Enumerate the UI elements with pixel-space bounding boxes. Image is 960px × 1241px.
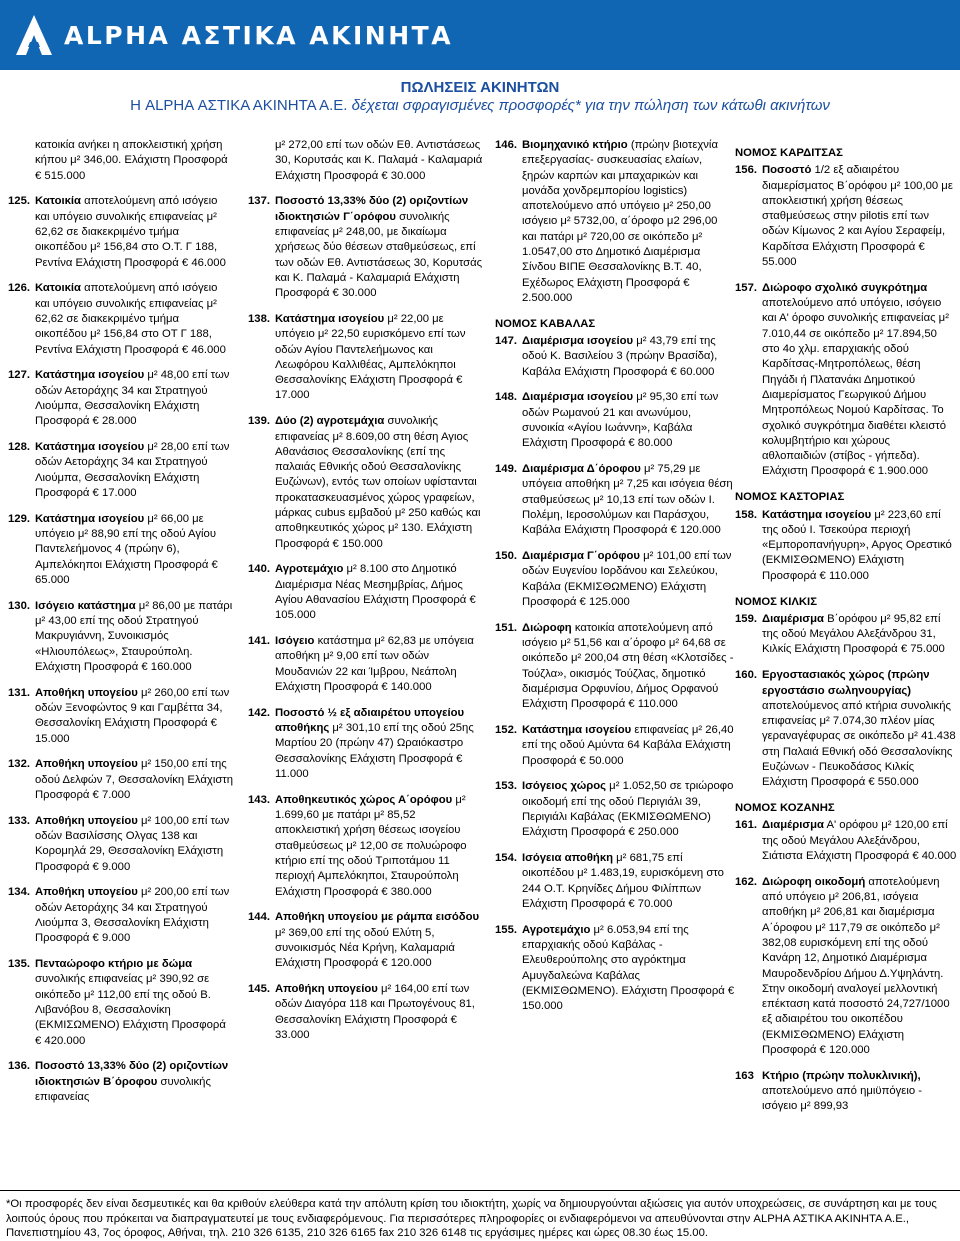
listing-number: 130. (8, 599, 30, 612)
listing-type: Διαμέρισμα Γ΄ορόφου (522, 550, 640, 563)
listing-item (248, 634, 483, 695)
listing-description (35, 814, 234, 875)
listing-details: μ² 1.699,60 με πατάρι μ² 85,52 αποκλειστική χρήση θέσεως ισογείου σταθμεύσεως μ² 12,00 σε πολυώροφο κτήριο επί της οδού Τριποτάμου 11 περιοχή Αμπελόκηποι, Σταυρούπολη Ελάχιστη Προσφορά € 380.000 (275, 793, 467, 898)
listing-details: μ² 66,00 με υπόγειο μ² 88,90 επί της οδού Αγίου Παντελεήμονος 4 (πρώην 6), Αμπελόκηποι Ελάχιστη Προσφορά € 65.000 (35, 512, 218, 586)
listing-description (275, 793, 483, 900)
listing-details: συνολικής επιφανείας (35, 1075, 211, 1104)
listing-number: 131. (8, 686, 30, 699)
listing-description (35, 194, 234, 270)
listing-description (762, 281, 957, 480)
listing-description (35, 440, 234, 501)
listing-details: μ² 48,00 επί των οδών Αετοράχης 34 και Στρατηγού Λιούμπα, Θεσσαλονίκη Ελάχιστη Προσφορά € 28.000 (35, 369, 230, 428)
listing-description (275, 634, 483, 695)
listing-number: 125. (8, 195, 30, 208)
listing-details: (πρώην βιοτεχνία επεξεργασίας- συσκευασίας ελαίων, ξηρών καρπών και μπαχαρικών και μονάδα χονδρεμπορίου logistics) αποτελούμενο από υπόγειο μ² 250,00 ισόγειο μ² 5732,00, α΄όροφο μ2 296,00 και πατάρι μ² 720,00 σε οικόπεδο μ² 1.0547,00 στο Δημοτικό Διαμέρισμα Σίνδου ΒΙΠΕ Θεσσαλονίκης Β.Τ. 40, Εχέδωρος Ελάχιστη Προσφορά € 2.500.000 (522, 139, 718, 304)
listing-item (8, 686, 234, 747)
listing-item (248, 793, 483, 900)
listing-details: κατοικία αποτελούμενη από ισόγειο μ² 51,56 και α΄όροφο μ² 64,68 σε οικόπεδο μ² 200,04 στη θέση «Κλοτσίδες - Τούζλα», οικισμός Τούζλας, δημοτικό διαμέρισμα Ορφυνίου, Δήμος Ορφανού Ελάχιστη Προσφορά € 110.000 (522, 621, 734, 711)
listing-details: επιφανείας μ² 26,40 επί της οδού Αμύντα 64 Καβάλα Ελάχιστη Προσφορά € 50.000 (522, 724, 734, 767)
title-sub (0, 97, 960, 115)
listing-item (8, 757, 234, 803)
listing-column-3 (495, 138, 735, 1025)
listing-item (495, 621, 735, 713)
listing-description (522, 621, 735, 713)
listing-details: κατάστημα μ² 62,83 με υπόγεια αποθήκη μ² 9,00 επί των οδών Μουδανιών 22 και Ίμβρου, Νεάπολη Ελάχιστη Προσφορά € 140.000 (275, 635, 474, 693)
listing-item (8, 281, 234, 357)
listing-item (248, 562, 483, 623)
listing-type: Αποθήκη υπογείου (35, 686, 138, 699)
listing-type: Διαμέρισμα ισογείου (522, 391, 634, 404)
listing-type: Αποθήκη υπογείου (35, 886, 138, 899)
listing-details: μ² 101,00 επί των οδών Ευγενίου Ιορδάνου και Σελεύκου, Καβάλα (ΕΚΜΙΣΘΩΜΕΝΟ) Ελάχιστη Προσφορά € 125.000 (522, 550, 732, 609)
listing-item (495, 138, 735, 306)
listing-details: αποτελούμενο από υπόγειο, ισόγειο και Α' όροφο συνολικής επιφανείας μ² 7.010,44 σε οικόπεδο μ² 17.894,50 στο 4ο χλμ. επαρχιακής οδού Καρδίτσας-Μητροπόλεως, θέση Πηγάδι ή Πλατανάκι Δημοτικού Διαμερίσματος Γεωργικού Δήμου Μητροπόλεως Νομού Καρδίτσας. Το σχολικό συγκρότημα διαθέτει κλειστό κολυμβητήριο και χώρους αθλοπαιδιών (στίβος - γήπεδα). Ελάχιστη Προσφορά € 1.900.000 (762, 297, 949, 478)
listing-description (522, 779, 735, 840)
listing-type: Αποθήκη υπογείου (275, 983, 378, 996)
listing-item (735, 612, 957, 658)
listing-number: 127. (8, 369, 30, 382)
alpha-logo-icon (14, 13, 54, 57)
listing-type: Κατάστημα ισογείου (35, 369, 145, 382)
listing-number: 149. (495, 463, 517, 476)
listing-description (275, 982, 483, 1043)
listing-type: Αποθήκη υπογείου (35, 758, 138, 771)
listing-type: Διαμέρισμα (762, 612, 824, 625)
listing-details: κατοικία ανήκει η αποκλειστική χρήση κήπου μ² 346,00. Ελάχιστη Προσφορά € 515.000 (35, 139, 228, 182)
listing-type: Ποσοστό 13,33% δύο (2) οριζοντίων ιδιοκτησιών Γ΄ορόφου (275, 195, 469, 223)
listing-item (495, 549, 735, 610)
title-sub-rest: δέχεται σφραγισμένες προσφορές* για την πώληση των κάτωθι ακινήτων (347, 97, 830, 114)
listing-details: μ² 272,00 επί των οδών Εθ. Αντιστάσεως 30, Κορυτσάς και Κ. Παλαμά - Καλαμαριά Ελάχιστη Προσφορά € 30.000 (275, 139, 483, 182)
listing-item (495, 779, 735, 840)
listing-number: 139. (248, 415, 270, 428)
listing-item (735, 818, 957, 864)
listing-description (275, 706, 483, 782)
listing-type: Αγροτεμάχιο (275, 563, 344, 576)
listing-description (275, 414, 483, 552)
listing-item (248, 910, 483, 971)
listing-item (8, 138, 234, 184)
listing-type: Εργοστασιακός χώρος (πρώην εργοστάσιο σωληνουργίας) (762, 669, 930, 697)
listing-type: Κατοικία (35, 195, 81, 208)
listing-type: Διώροφη οικοδομή (762, 875, 866, 888)
listing-description (762, 1069, 957, 1115)
listing-description (275, 138, 483, 184)
listing-number (248, 138, 275, 184)
listing-details: αποτελούμενος από κτήρια συνολικής επιφανείας μ² 7.074,30 πλέον μίας γεραναγέφυρας σε οικόπεδο μ² 41.438 στη Παλαιά Εθνική οδό Θεσσαλονίκης Ευζώνων - Πευκοδάσος Κιλκίς Ελάχιστη Προσφορά € 550.000 (762, 699, 956, 789)
listing-type: Πενταώροφο κτήριο με δώμα (35, 958, 193, 971)
listing-type: Κατάστημα ισογείου (35, 441, 145, 454)
listing-item (248, 982, 483, 1043)
listing-number: 147. (495, 335, 517, 348)
listing-description (762, 875, 957, 1059)
listing-number: 154. (495, 852, 517, 865)
listing-number: 145. (248, 983, 270, 996)
brand-logo-text: ΑLPHA ΑΣΤΙΚΑ ΑΚΙΝΗΤΑ (64, 20, 454, 50)
listing-type: Διώροφη (522, 621, 572, 634)
listing-item (8, 599, 234, 675)
listing-item (8, 368, 234, 429)
listing-details: μ² 681,75 επί οικοπέδου μ² 1.483,19, ευρισκόμενη στο 244 Ο.Τ. Κρηνίδες Δήμου Φιλίππων Ελάχιστη Προσφορά € 70.000 (522, 852, 724, 911)
listing-description (522, 549, 735, 610)
listing-details: μ² 22,00 με υπόγειο μ² 22,50 ευρισκόμενο επί των οδών Αγίου Παντελεήμωνος και Λεωφόρου Καλλιθέας, Αμπελόκηποι Θεσσαλονίκης Ελάχιστη Προσφορά € 17.000 (275, 312, 466, 402)
listing-description (275, 562, 483, 623)
listing-item (8, 1059, 234, 1105)
listing-details: μ² 8.100 στο Δημοτικό Διαμέρισμα Νέας Μεσημβρίας, Δήμος Αγίου Αθανασίου Ελάχιστη Προσφορά € 105.000 (275, 563, 476, 622)
listing-details: μ² 260,00 επί των οδών Ξενοφώντος 9 και Γαμβέττα 34, Θεσσαλονίκη Ελάχιστη Προσφορά € 15.000 (35, 686, 230, 745)
listing-item (248, 194, 483, 301)
listing-item (735, 668, 957, 790)
listing-number: 155. (495, 923, 517, 936)
listing-description (522, 390, 735, 451)
listing-details: μ² 95,30 επί των οδών Ρωμανού 21 και ανωνύμου, συνοικία «Αγίου Ιωάννη», Καβάλα Ελάχιστη Προσφορά € 80.000 (522, 391, 719, 450)
region-heading: ΝΟΜΟΣ ΚΟΖΑΝΗΣ (735, 802, 835, 815)
listing-description (522, 851, 735, 912)
listing-details: αποτελούμενο από ημιϋπόγειο - ισόγειο μ² 899,93 (762, 1085, 923, 1113)
listing-item (8, 512, 234, 588)
listing-details: συνολικής επιφανείας μ² 248,00, με δικαίωμα χρήσεως δύο θέσεων σταθμεύσεως, επί των οδών Εθ. Αντιστάσεως 30, Κορυτσάς και Κ. Παλαμά - Καλαμαριά Ελάχιστη Προσφορά € 30.000 (275, 210, 483, 300)
listing-description (35, 757, 234, 803)
listing-item (735, 281, 957, 480)
listing-description (762, 668, 957, 790)
listing-details: μ² 100,00 επί των οδών Βασιλίσσης Ολγας 138 και Κορομηλά 29, Θεσσαλονίκη Ελάχιστη Προσφορά € 9.000 (35, 814, 230, 873)
listing-column-2 (248, 138, 483, 1054)
listing-description (35, 885, 234, 946)
listing-number: 126. (8, 282, 30, 295)
listing-item (495, 334, 735, 380)
listing-number: 138. (248, 312, 270, 325)
listing-description (762, 818, 957, 864)
listing-number: 156. (735, 164, 757, 177)
listing-number: 137. (248, 195, 270, 208)
listing-number: 132. (8, 758, 30, 771)
listing-details: μ² 369,00 επί της οδού Ελύτη 5, συνοικισμός Νέα Κρήνη, Καλαμαριά Ελάχιστη Προσφορά € 120.000 (275, 926, 455, 970)
listing-description (35, 599, 234, 675)
listing-item (248, 312, 483, 404)
listing-item (495, 723, 735, 769)
listing-number: 159. (735, 612, 757, 625)
listing-description (35, 138, 234, 184)
listing-item (735, 508, 957, 584)
listing-type: Κατάστημα ισογείου (275, 312, 385, 325)
listing-type: Ποσοστό 13,33% δύο (2) οριζοντίων ιδιοκτησιών Β΄όροφου (35, 1060, 229, 1088)
listing-description (522, 138, 735, 306)
listing-description (522, 723, 735, 769)
region-heading: ΝΟΜΟΣ ΚΙΛΚΙΣ (735, 595, 817, 608)
listing-item (495, 851, 735, 912)
listing-description (35, 1059, 234, 1105)
listing-description (522, 334, 735, 380)
listing-type: Κατάστημα ισογείου (35, 512, 145, 525)
region-heading: ΝΟΜΟΣ ΚΑΡΔΙΤΣΑΣ (735, 147, 843, 159)
footnote: *Οι προσφορές δεν είναι δεσμευτικές και θα κριθούν ελεύθερα κατά την απόλυτη κρίση του ιδιοκτήτη, χωρίς να δημιουργούνται αξιώσεις για αυτόν υποχρεώσεις, σε συνάρτηση και με τους λοιπούς όρους που πρόκειται να διαπραγματευτεί με τους ενδιαφερόμενους. Για περισσότερες πληροφορίες οι ενδιαφερόμενοι να απευθύνονται στην ALPHA ΑΣΤΙΚΑ ΑΚΙΝΗΤΑ Α.Ε., Πανεπιστημίου 43, 7ος όροφος, Αθήναι, τηλ. 210 326 6135, 210 326 6165 fax 210 326 6148 τις εργάσιμες ημέρες και ώρες 08.30 έως 15.00. (0, 1190, 960, 1241)
listing-details: συνολικής επιφανείας μ² 8.609,00 στη θέση Αγιος Αθανάσιος Θεσσαλονίκης (επί της παλαιάς Εθνικής οδού Θεσσαλονίκης Ευζώνων), εντός των οποίων υφίστανται προκατασκευασμένος χώρος γραφείων, μάρκας cubus εμβαδού μ² 250 καθώς και αποθηκευτικός χώρος μ² 130. Ελάχιστη Προσφορά € 150.000 (275, 415, 481, 550)
listing-description (275, 194, 483, 301)
listing-type: Βιομηχανικό κτήριο (522, 139, 628, 151)
brand-header (0, 0, 960, 70)
listing-column-4 (735, 138, 957, 1125)
listing-item (8, 440, 234, 501)
listing-item (248, 138, 483, 184)
listing-description (762, 163, 957, 270)
listing-details: μ² 164,00 επί των οδών Διαγόρα 118 και Πρωτογένους 81, Θεσσαλονίκη Ελάχιστη Προσφορά € 33.000 (275, 983, 475, 1041)
title-sub-company: Η ALPHA ΑΣΤΙΚΑ ΑΚΙΝΗΤΑ Α.Ε. (130, 97, 348, 114)
listing-details: μ² 43,79 επί της οδού Κ. Βασιλείου 3 (πρώην Βρασίδα), Καβάλα Ελάχιστη Προσφορά € 60.000 (522, 335, 718, 378)
listing-number: 133. (8, 814, 30, 827)
listing-item (495, 923, 735, 1015)
listing-type: Αγροτεμάχιο (522, 923, 591, 936)
listing-item (735, 1069, 957, 1115)
listing-type: Κτήριο (πρώην πολυκλινική), (762, 1069, 921, 1082)
listing-details: μ² 150,00 επί της οδού Δελφών 7, Θεσσαλονίκη Ελάχιστη Προσφορά € 7.000 (35, 758, 234, 801)
listing-item (495, 390, 735, 451)
listing-number: 158. (735, 508, 757, 521)
listing-item (8, 885, 234, 946)
listing-number: 150. (495, 550, 517, 563)
listing-number: 151. (495, 621, 517, 634)
listing-type: Κατάστημα ισογείου (522, 724, 632, 737)
listing-number: 152. (495, 724, 517, 737)
brand-logo (14, 12, 453, 58)
listing-type: Κατάστημα ισογείου (762, 508, 872, 521)
listing-details: μ² 28,00 επί των οδών Αετοράχης 34 και Στρατηγού Λιούμπα, Θεσσαλονίκη Ελάχιστη Προσφορά € 17.000 (35, 441, 230, 499)
listing-number: 148. (495, 391, 517, 404)
listing-item (735, 163, 957, 270)
listing-number: 160. (735, 669, 757, 682)
listing-type: Ισόγειο κατάστημα (35, 599, 136, 612)
listing-number: 140. (248, 563, 270, 576)
listing-number: 141. (248, 635, 270, 648)
listing-description (275, 910, 483, 971)
listing-number: 134. (8, 886, 30, 899)
listing-column-1 (8, 138, 234, 1116)
listing-type: Ισόγειος χώρος (522, 780, 607, 793)
listing-details: μ² 223,60 επί της οδού Ι. Τσεκούρα περιοχή «Εμποροπανήγυρη», Αργος Ορεστικό (ΕΚΜΙΣΘΩΜΕΝΟ) Ελάχιστη Προσφορά € 110.000 (762, 508, 952, 582)
listing-number: 146. (495, 139, 517, 151)
listing-type: Ισόγεια αποθήκη (522, 852, 614, 865)
listing-number: 144. (248, 911, 270, 924)
listing-type: Διώροφο σχολικό συγκρότημα (762, 281, 928, 294)
listing-description (35, 686, 234, 747)
listing-type: Διαμέρισμα ισογείου (522, 335, 634, 348)
listing-description (762, 612, 957, 658)
listing-type: Αποθηκευτικός χώρος Α΄ορόφου (275, 793, 453, 806)
listing-details: Β΄ορόφου μ² 95,82 επί της οδού Μεγάλου Αλεξάνδρου 31, Κιλκίς Ελάχιστη Προσφορά € 75.000 (762, 612, 945, 656)
listing-item (495, 462, 735, 538)
listing-type: Αποθήκη υπογείου (35, 814, 138, 827)
listing-type: Διαμέρισμα Δ΄όροφου (522, 463, 641, 476)
listing-number: 129. (8, 512, 30, 525)
listing-description (762, 508, 957, 584)
listing-number: 135. (8, 958, 30, 971)
listing-number: 143. (248, 793, 270, 806)
listing-type: Κατοικία (35, 282, 81, 295)
listing-type: Ποσοστό (762, 164, 812, 177)
page-title (0, 79, 960, 115)
listing-type: Διαμέρισμα (762, 819, 824, 832)
listing-item (248, 706, 483, 782)
region-heading: ΝΟΜΟΣ ΚΑΒΑΛΑΣ (495, 317, 596, 330)
listing-number: 157. (735, 281, 757, 294)
listing-number: 162. (735, 875, 757, 888)
listing-description (35, 512, 234, 588)
listing-item (735, 875, 957, 1059)
listing-details: μ² 75,29 με υπόγεια αποθήκη μ² 7,25 και ισόγεια θέση σταθμεύσεως μ² 10,13 επί των οδών Ι. Πολέμη, Ιεροσολύμων και Παράσχου, Καβάλα Ελάχιστη Προσφορά € 120.000 (522, 463, 733, 537)
listing-type: Ποσοστό ½ εξ αδιαιρέτου υπογείου αποθήκης (275, 706, 465, 735)
listing-number: 163 (735, 1069, 754, 1082)
listing-details: αποτελούμενη από υπόγειο μ² 206,81, ισόγεια αποθήκη μ² 206,81 και διαμέρισμα Α΄όροφου μ² 117,79 σε οικόπεδο μ² 382,08 ευρισκόμενη επί της οδού Κανάρη 12, Δημοτικό Διαμέρισμα Μαυροδενδρίου Δήμου Δ.Υψηλάντη. Στην οικοδομή αναλογεί μελλοντική επέκταση κατά ποσοστό 24,727/1000 εξ αδιαιρέτου του οικοπέδου (ΕΚΜΙΣΘΩΜΕΝΟ) Ελάχιστη Προσφορά € 120.000 (762, 875, 950, 1057)
listing-item (248, 414, 483, 552)
listing-details: μ² 1.052,50 σε τριώροφο οικοδομή επί της οδού Περιγιάλι 39, Περιγιάλι Καβάλας (ΕΚΜΙΣΘΩΜΕΝΟ) Ελάχιστη Προσφορά € 250.000 (522, 780, 734, 839)
listing-number: 153. (495, 780, 517, 793)
listing-description (275, 312, 483, 404)
region-heading: ΝΟΜΟΣ ΚΑΣΤΟΡΙΑΣ (735, 491, 845, 504)
listing-item (8, 814, 234, 875)
title-main: ΠΩΛΗΣΕΙΣ ΑΚΙΝΗΤΩΝ (400, 79, 560, 96)
listing-details: 1/2 εξ αδιαιρέτου διαμερίσματος Β΄ορόφου μ² 100,00 με αποκλειστική χρήση θέσεως σταθμεύσεως στην pilotis επί των οδών Κίμωνος 2 και Αγίου Σεραφείμ, Καρδίτσα Ελάχιστη Προσφορά € 55.000 (762, 164, 953, 269)
listing-details: μ² 6.053,94 επί της επαρχιακής οδού Καβάλας - Ελευθερούπολης στο αγρόκτημα Αμυγδαλεώνα Καβάλας (ΕΚΜΙΣΘΩΜΕΝΟ). Ελάχιστη Προσφορά € 150.000 (522, 923, 735, 1013)
listing-number: 161. (735, 819, 757, 832)
listing-details: μ² 301,10 επί της οδού 25ης Μαρτίου 20 (πρώην 47) Ωραιόκαστρο Θεσσαλονίκης Ελάχιστη Προσφορά € 11.000 (275, 722, 474, 780)
listing-number: 128. (8, 441, 30, 454)
listing-description (35, 957, 234, 1049)
listing-number (8, 138, 35, 184)
listing-type: Δύο (2) αγροτεμάχια (275, 415, 385, 428)
listing-details: αποτελούμενη από ισόγειο και υπόγειο συνολικής επιφανείας μ² 62,62 σε διακεκριμένο τμήμα οικοπέδου μ² 156,84 στο ΟΤ Γ 188, Ρεντίνα Ελάχιστη Προσφορά € 46.000 (35, 282, 226, 356)
listing-description (35, 281, 234, 357)
listing-item (8, 957, 234, 1049)
listing-description (522, 923, 735, 1015)
listing-details: μ² 86,00 με πατάρι μ² 43,00 επί της οδού Στρατηγού Μακρυγιάννη, Συνοικισμός «Ηλιουπόλεως», Σταυρούπολη. Ελάχιστη Προσφορά € 160.000 (35, 599, 233, 673)
listing-type: Ισόγειο (275, 635, 315, 648)
listing-description (522, 462, 735, 538)
listing-type: Αποθήκη υπογείου με ράμπα εισόδου (275, 911, 480, 924)
listing-item (8, 194, 234, 270)
listing-details: συνολικής επιφανείας μ² 390,92 σε οικόπεδο μ² 112,00 επί της οδού Β. Λιβανόβου 8, Θεσσαλονίκη (ΕΚΜΙΣΩΜΕΝΟ) Ελάχιστη Προσφορά € 420.000 (35, 973, 226, 1047)
listing-number: 136. (8, 1060, 30, 1073)
listing-description (35, 368, 234, 429)
listing-details: αποτελούμενη από ισόγειο και υπόγειο συνολικής επιφανείας μ² 62,62 σε διακεκριμένο τμήμα οικοπέδου μ² 156,84 στο Ο.Τ. Γ 188, Ρεντίνα Ελάχιστη Προσφορά € 46.000 (35, 195, 226, 269)
listing-details: μ² 200,00 επί των οδών Αετοράχης 34 και Στρατηγού Λιούμπα 3, Θεσσαλονίκη Ελάχιστη Προσφορά € 9.000 (35, 886, 230, 945)
listing-details: Α' ορόφου μ² 120,00 επί της οδού Μεγάλου Αλεξάνδρου, Σιάτιστα Ελάχιστη Προσφορά € 40.000 (762, 819, 957, 862)
listing-number: 142. (248, 706, 270, 719)
